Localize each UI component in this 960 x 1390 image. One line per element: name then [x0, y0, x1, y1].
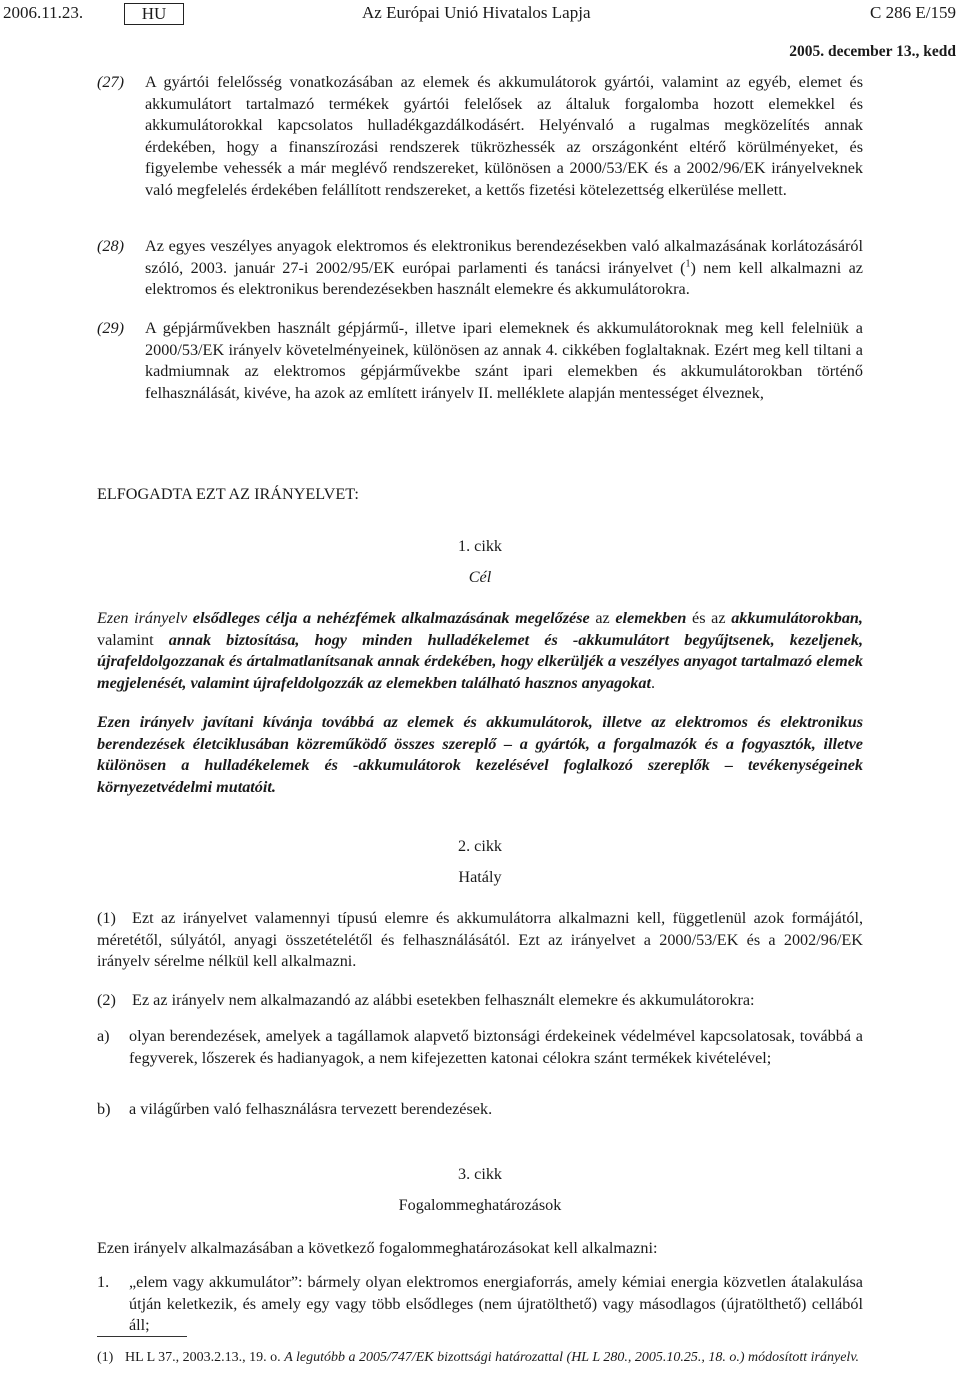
- recital-29-text: A gépjárművekben használt gépjármű-, illetve ipari elemeknek és akkumulátoroknak meg kell felelniük a 2000/53/EK irányelv követelményeinek, különösen az annak 4. cikkében foglaltaknak. Ezért meg kell tiltani a kadmiumnak az elektromos gépjárművekbe szánt ipari elemekben és akkumulátorokban történő felhasználását, kivéve, ha azok az említett irányelv II. melléklete alapján mentességet élveznek,: [145, 319, 863, 402]
- session-date: 2005. december 13., kedd: [789, 43, 956, 60]
- article-1-text-segment: Ezen irányelv: [97, 609, 193, 627]
- publication-date: 2006.11.23.: [3, 3, 84, 22]
- article-1-title: Cél: [468, 568, 492, 586]
- article-1-text-segment: .: [650, 673, 656, 692]
- article-2-paragraph-1: (1) Ezt az irányelvet valamennyi típusú elemre és akkumulátorra alkalmazni kell, függetlenül azok formájától, méretétől, súlyától, anyagi összetételétől és felhasználásától. Ezt az irányelvet a 2000/53/EK és a 2002/96/EK irányelv sérelme nélkül kell alkalmazni.: [97, 909, 863, 970]
- article-1-text-segment: annak biztosítása, hogy minden hulladékelemet és -akkumulátort begyűjtsenek, kezeljenek, újrafeldolgozzanak és ártalmatlanítsanak annak érdekében, hogy elkerüljék a veszélyes anyagot tartalmazó elemek megjelenését, valamint újrafeldolgozzák az elemekben található hasznos anyagokat: [97, 630, 864, 692]
- list-item: „elem vagy akkumulátor”: bármely olyan elektromos energiaforrás, amely kémiai energia közvetlen átalakulása útján keletkezik, és amely egy vagy több elsődleges (nem újratölthető) vagy másodlagos (újratölthető) cellából áll;: [129, 1273, 863, 1334]
- recital-28-text: Az egyes veszélyes anyagok elektromos és elektronikus berendezésekben való alkalmazásának korlátozásáról szóló, 2003. január 27-i 2002/95/EK európai parlamenti és tanácsi irányelvet ($^1$) nem kell alkalmazni az elektromos és elektronikus berendezésekben használt elemekre és akkumulátorokra.: [145, 237, 863, 298]
- recital-27-text: A gyártói felelősség vonatkozásában az elemek és akkumulátorok gyártói, valamint az egyéb, elemet és akkumulátort tartalmazó termékek gyártói felelősek az általuk forgalomba hozott elemekkel és akkumulátorokkal kapcsolatos hulladékgazdálkodásért. Helyénvaló a rugalmas megközelítés annak érdekében, hogy a finanszírozási rendszerek tükrözhessék az országonként eltérő körülményeket, és figyelembe vehessék a már meglévő rendszereket, különösen a 2000/53/EK és a 2002/96/EK irányelveknek való megfelelés érdekében felállított rendszereket, a kettős fizetési kötelezettség elkerülése mellett.: [145, 73, 863, 199]
- footnote-number: (1): [97, 1350, 114, 1365]
- article-1-text-segment: akkumulátorokban,: [731, 609, 863, 627]
- language-code: HU: [124, 3, 184, 25]
- article-3-intro: Ezen irányelv alkalmazásában a következő fogalommeghatározásokat kell alkalmazni:: [97, 1239, 658, 1257]
- list-item: olyan berendezések, amelyek a tagállamok alapvető biztonsági érdekeinek védelmével kapcsolatosak, továbbá a fegyverek, lőszerek és hadianyagok, a nem kifejezetten katonai célokra szánt termékek kivételével;: [129, 1027, 863, 1067]
- article-3-title: Fogalommeghatározások: [398, 1196, 562, 1214]
- article-1-text-segment: elemekben: [615, 609, 687, 627]
- journal-title: Az Európai Unió Hivatalos Lapja: [362, 3, 591, 22]
- list-label: b): [97, 1100, 111, 1118]
- article-1-text-segment: az: [589, 609, 616, 627]
- recital-number: (29): [97, 319, 124, 337]
- article-1-text-segment: elsődleges célja a nehézfémek alkalmazásának megelőzése: [192, 609, 590, 627]
- article-1-text-segment: és az: [686, 609, 732, 627]
- article-1-text-segment: valamint: [97, 630, 169, 649]
- footnote-separator: [97, 1336, 187, 1337]
- article-1-paragraph-1: [97, 608, 863, 694]
- list-label: a): [97, 1027, 110, 1045]
- article-1-heading: 1. cikk: [457, 537, 503, 555]
- footnote-ref: 1: [685, 258, 691, 270]
- article-1-paragraph-2: Ezen irányelv javítani kívánja továbbá az elemek és akkumulátorok, illetve az elektromos és elektronikus berendezések életciklusában közreműködő összes szereplő – a gyártók, a forgalmazók és a fogyasztók, illetve különösen a hulladékelemek és -akkumulátorok kezelésével foglalkozó szereplők – tevékenységeinek környezetvédelmi mutatóit.: [97, 713, 863, 796]
- footnote-text: HL L 37., 2003.2.13., 19. o. A legutóbb a 2005/747/EK bizottsági határozattal (HL L 280., 2005.10.25., 18. o.) módosított irányelv.: [125, 1350, 859, 1365]
- article-3-heading: 3. cikk: [457, 1165, 503, 1183]
- article-2-heading: 2. cikk: [457, 837, 503, 855]
- article-2-paragraph-2: (2) Ez az irányelv nem alkalmazandó az alábbi esetekben felhasznált elemekre és akkumulátorokra:: [97, 991, 755, 1009]
- list-item: a világűrben való felhasználásra tervezett berendezések.: [129, 1100, 493, 1118]
- recital-number: (27): [97, 73, 124, 91]
- recital-number: (28): [97, 237, 124, 255]
- adoption-statement: ELFOGADTA EZT AZ IRÁNYELVET:: [97, 485, 359, 503]
- article-2-title: Hatály: [458, 868, 502, 886]
- journal-reference: C 286 E/159: [870, 3, 956, 22]
- page-header: [0, 2, 960, 24]
- list-label: 1.: [97, 1273, 110, 1291]
